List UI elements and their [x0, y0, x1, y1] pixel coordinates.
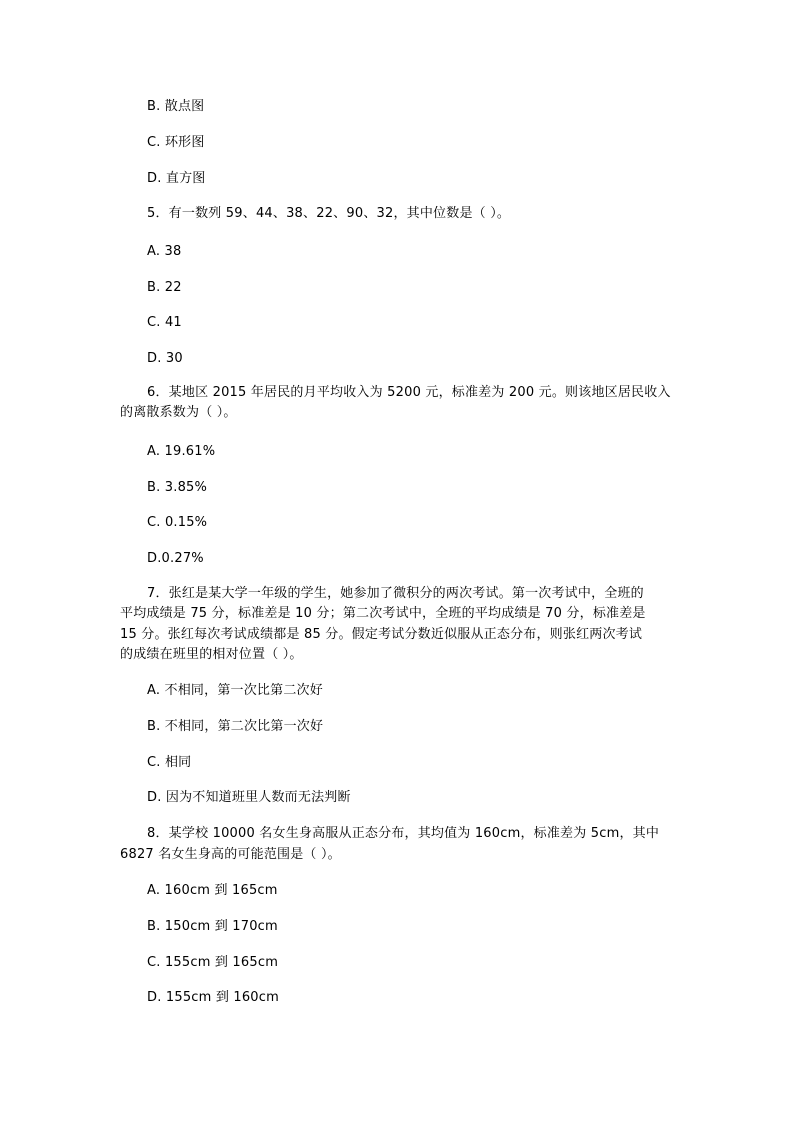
q6-stem-line: 的离散系数为（ ）。 [120, 405, 237, 420]
q7-option-d: D. 因为不知道班里人数而无法判断 [147, 790, 351, 805]
q6-stem-line: 6．某地区 2015 年居民的月平均收入为 5200 元，标准差为 200 元。则该地区居民收入 [147, 385, 671, 400]
q7-option-a: A. 不相同，第一次比第二次好 [147, 683, 323, 698]
q6-option-a: A. 19.61% [147, 444, 216, 459]
q6-option-d: D.0.27% [147, 551, 204, 566]
q6-option-b: B. 3.85% [147, 480, 208, 495]
q5-stem: 5．有一数列 59、44、38、22、90、32，其中位数是（ ）。 [147, 206, 511, 221]
q7-stem-line: 的成绩在班里的相对位置（ ）。 [120, 647, 303, 662]
q8-option-a: A. 160cm 到 165cm [147, 883, 278, 898]
q7-option-b: B. 不相同，第二次比第一次好 [147, 719, 324, 734]
q4-option-b: B. 散点图 [147, 99, 205, 114]
q5-option-a: A. 38 [147, 244, 182, 259]
q8-stem-line: 8．某学校 10000 名女生身高服从正态分布，其均值为 160cm，标准差为 5cm，其中 [147, 826, 660, 841]
q8-option-c: C. 155cm 到 165cm [147, 955, 279, 970]
q7-stem-line: 平均成绩是 75 分，标准差是 10 分；第二次考试中，全班的平均成绩是 70 分，标准差是 [120, 606, 646, 621]
q4-option-d: D. 直方图 [147, 171, 206, 186]
q7-stem-line: 7．张红是某大学一年级的学生，她参加了微积分的两次考试。第一次考试中，全班的 [147, 586, 644, 601]
q8-option-d: D. 155cm 到 160cm [147, 990, 279, 1005]
q7-option-c: C. 相同 [147, 755, 192, 770]
q5-option-b: B. 22 [147, 280, 182, 295]
q8-stem-line: 6827 名女生身高的可能范围是（ ）。 [120, 847, 341, 862]
q4-option-c: C. 环形图 [147, 135, 205, 150]
q6-option-c: C. 0.15% [147, 515, 208, 530]
q5-option-c: C. 41 [147, 315, 182, 330]
q5-option-d: D. 30 [147, 351, 183, 366]
q8-option-b: B. 150cm 到 170cm [147, 919, 278, 934]
q7-stem-line: 15 分。张红每次考试成绩都是 85 分。假定考试分数近似服从正态分布，则张红两次考试 [120, 627, 643, 642]
